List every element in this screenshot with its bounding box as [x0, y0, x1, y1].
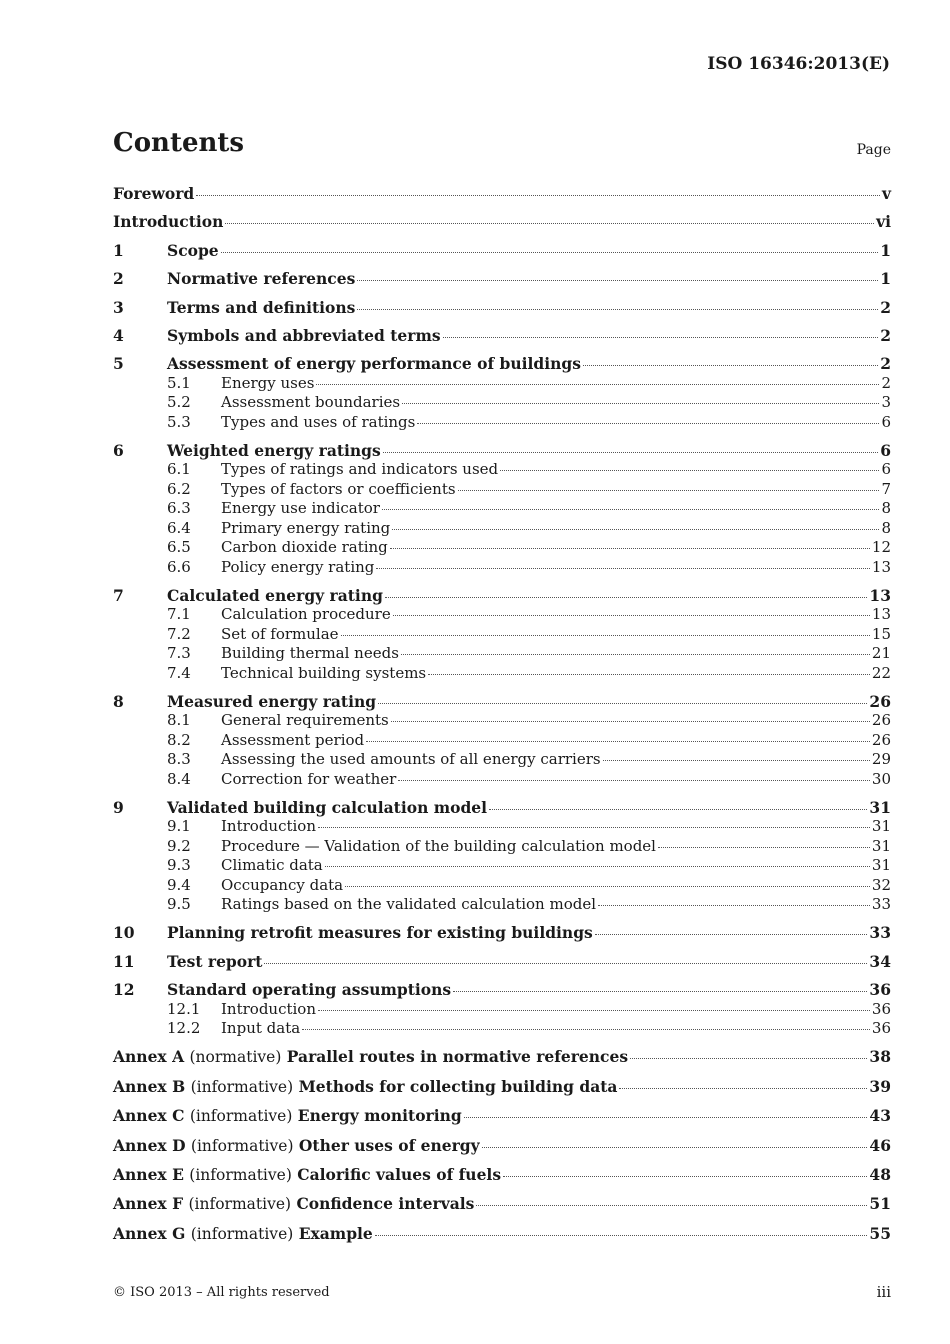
clause-title: Validated building calculation model	[167, 797, 488, 817]
dot-leader	[598, 905, 870, 906]
subclause-number: 9.4	[167, 875, 191, 894]
clause-number: 6	[113, 441, 124, 461]
document-id: ISO 16346:2013(E)	[707, 54, 890, 74]
annex-id: Annex D	[113, 1135, 186, 1155]
dot-leader	[453, 991, 867, 992]
subclause-page: 31	[871, 856, 891, 875]
subclause-page: 13	[871, 605, 891, 624]
subclause-number: 12.2	[167, 1019, 201, 1038]
dot-leader	[630, 1058, 867, 1059]
subclause-title: Energy use indicator	[221, 499, 380, 518]
clause-number: 4	[113, 326, 124, 346]
title-row	[113, 128, 891, 168]
annex-type: (informative)	[190, 1224, 294, 1243]
dot-leader	[357, 280, 878, 281]
toc-clause[interactable]	[113, 269, 891, 288]
subclause-page: 31	[871, 817, 891, 836]
subclause-page: 31	[871, 836, 891, 855]
toc-subclause[interactable]	[113, 837, 891, 856]
toc-annex[interactable]	[113, 1106, 891, 1126]
annex-page: 43	[869, 1106, 891, 1126]
subclause-title: Correction for weather	[221, 769, 397, 788]
dot-leader	[345, 886, 870, 887]
subclause-title: General requirements	[221, 711, 389, 730]
annex-heading	[113, 1077, 617, 1097]
annex-heading	[113, 1165, 501, 1185]
subclause-title: Assessment boundaries	[221, 393, 401, 412]
subclause-page: 6	[881, 460, 891, 479]
subclause-number: 8.1	[167, 711, 191, 730]
subclause-title: Primary energy rating	[221, 518, 391, 537]
dot-leader	[390, 548, 870, 549]
subclause-title: Types and uses of ratings	[221, 412, 416, 431]
dot-leader	[264, 963, 867, 964]
annex-id: Annex F	[113, 1194, 184, 1214]
subclause-page: 36	[871, 999, 891, 1018]
toc-entry-label: Introduction	[113, 212, 224, 232]
toc-subclause[interactable]	[113, 374, 891, 393]
page-title: Contents	[113, 128, 245, 158]
toc-subclause[interactable]	[113, 558, 891, 577]
dot-leader	[393, 615, 870, 616]
clause-page: 2	[880, 326, 891, 346]
subclause-title: Set of formulae	[221, 624, 339, 643]
dot-leader	[225, 223, 874, 224]
page-number: iii	[876, 1283, 891, 1301]
clause-title: Calculated energy rating	[167, 585, 383, 605]
subclause-title: Assessment period	[221, 730, 365, 749]
annex-title: Energy monitoring	[297, 1106, 462, 1126]
toc-subclause[interactable]	[113, 538, 891, 557]
subclause-title: Types of ratings and indicators used	[221, 460, 499, 479]
dot-leader	[398, 780, 870, 781]
annex-page: 55	[869, 1223, 891, 1243]
clause-title: Measured energy rating	[167, 691, 377, 711]
subclause-page: 8	[881, 518, 891, 537]
annex-page: 38	[869, 1047, 891, 1067]
annex-heading	[113, 1224, 373, 1244]
annex-type: (informative)	[189, 1107, 293, 1126]
annex-page: 48	[869, 1165, 891, 1185]
dot-leader	[318, 1010, 870, 1011]
toc-subclause[interactable]	[113, 519, 891, 538]
toc-clause[interactable]	[113, 586, 891, 605]
subclause-number: 7.4	[167, 663, 191, 682]
subclause-page: 29	[871, 750, 891, 769]
subclause-page: 26	[871, 711, 891, 730]
clause-page: 1	[880, 269, 891, 289]
dot-leader	[619, 1088, 867, 1089]
annex-type: (normative)	[189, 1048, 282, 1067]
subclause-number: 5.3	[167, 412, 191, 431]
subclause-number: 7.3	[167, 644, 191, 663]
subclause-number: 6.6	[167, 557, 191, 576]
dot-leader	[476, 1205, 867, 1206]
dot-leader	[391, 721, 870, 722]
toc-annex[interactable]	[113, 1077, 891, 1097]
clause-number: 3	[113, 297, 124, 317]
clause-number: 8	[113, 691, 124, 711]
subclause-number: 7.1	[167, 605, 191, 624]
subclause-page: 12	[871, 538, 891, 557]
annex-heading	[113, 1047, 628, 1067]
clause-title: Terms and definitions	[167, 297, 356, 317]
toc-subclause[interactable]	[113, 480, 891, 499]
toc-clause[interactable]	[113, 798, 891, 817]
toc-subclause[interactable]	[113, 711, 891, 730]
subclause-number: 9.2	[167, 836, 191, 855]
dot-leader	[583, 365, 878, 366]
page-column-label: Page	[856, 142, 891, 158]
subclause-title: Introduction	[221, 999, 316, 1018]
dot-leader	[464, 1117, 868, 1118]
dot-leader	[357, 309, 878, 310]
toc-subclause[interactable]	[113, 770, 891, 789]
subclause-page: 22	[871, 663, 891, 682]
toc-clause[interactable]	[113, 354, 891, 373]
subclause-number: 6.3	[167, 499, 191, 518]
clause-title: Standard operating assumptions	[167, 980, 452, 1000]
toc-clause[interactable]	[113, 923, 891, 942]
subclause-title: Calculation procedure	[221, 605, 391, 624]
clause-title: Test report	[167, 951, 263, 971]
annex-id: Annex C	[113, 1106, 185, 1126]
subclause-number: 5.2	[167, 393, 191, 412]
toc-clause[interactable]	[113, 980, 891, 999]
annex-type: (informative)	[189, 1166, 292, 1185]
toc-subclause[interactable]	[113, 731, 891, 750]
clause-page: 6	[880, 441, 891, 461]
dot-leader	[417, 423, 879, 424]
toc-subclause[interactable]	[113, 460, 891, 479]
annex-page: 39	[869, 1076, 891, 1096]
dot-leader	[428, 674, 870, 675]
toc-annex[interactable]	[113, 1136, 891, 1156]
toc-subclause[interactable]	[113, 750, 891, 769]
subclause-number: 9.1	[167, 817, 191, 836]
clause-page: 1	[880, 240, 891, 260]
subclause-number: 9.3	[167, 856, 191, 875]
toc-subclause[interactable]	[113, 625, 891, 644]
clause-title: Symbols and abbreviated terms	[167, 326, 441, 346]
clause-title: Planning retrofit measures for existing buildings	[167, 923, 593, 943]
toc-subclause[interactable]	[113, 1019, 891, 1038]
subclause-number: 8.3	[167, 750, 191, 769]
toc-clause[interactable]	[113, 692, 891, 711]
annex-id: Annex B	[113, 1076, 186, 1096]
dot-leader	[221, 252, 879, 253]
toc-subclause[interactable]	[113, 895, 891, 914]
dot-leader	[318, 827, 870, 828]
toc-entry-label: Foreword	[113, 184, 195, 203]
toc-subclause[interactable]	[113, 856, 891, 875]
subclause-title: Occupancy data	[221, 875, 344, 894]
toc-subclause[interactable]	[113, 644, 891, 663]
table-of-contents	[113, 184, 891, 1244]
subclause-page: 6	[881, 412, 891, 431]
clause-page: 2	[880, 354, 891, 374]
dot-leader	[482, 1147, 868, 1148]
annex-type: (informative)	[188, 1195, 292, 1214]
dot-leader	[458, 490, 880, 491]
subclause-page: 2	[881, 373, 891, 392]
toc-annex[interactable]	[113, 1047, 891, 1067]
dot-leader	[341, 635, 870, 636]
clause-number: 1	[113, 240, 124, 260]
dot-leader	[392, 529, 879, 530]
subclause-number: 5.1	[167, 373, 191, 392]
clause-number: 7	[113, 585, 124, 605]
annex-id: Annex G	[113, 1223, 186, 1243]
annex-title: Other uses of energy	[298, 1135, 480, 1155]
subclause-page: 30	[871, 769, 891, 788]
subclause-title: Procedure — Validation of the building calculation model	[221, 836, 656, 855]
toc-subclause[interactable]	[113, 1000, 891, 1019]
clause-title: Scope	[167, 240, 219, 260]
subclause-title: Building thermal needs	[221, 644, 399, 663]
dot-leader	[316, 384, 879, 385]
clause-number: 5	[113, 354, 124, 374]
dot-leader	[382, 509, 880, 510]
toc-entry-page: vi	[876, 212, 891, 232]
subclause-title: Ratings based on the validated calculation model	[221, 895, 597, 913]
annex-type: (informative)	[190, 1077, 294, 1096]
subclause-title: Introduction	[221, 817, 316, 836]
toc-entry[interactable]	[113, 184, 891, 203]
toc-clause[interactable]	[113, 298, 891, 317]
clause-number: 11	[113, 951, 135, 971]
toc-subclause[interactable]	[113, 664, 891, 683]
subclause-page: 15	[871, 624, 891, 643]
clause-page: 26	[869, 691, 891, 711]
annex-heading	[113, 1194, 474, 1214]
clause-title: Normative references	[167, 269, 356, 289]
toc-annex[interactable]	[113, 1165, 891, 1185]
clause-title: Assessment of energy performance of buildings	[167, 354, 581, 374]
clause-number: 2	[113, 269, 124, 289]
dot-leader	[375, 1235, 868, 1236]
dot-leader	[603, 760, 870, 761]
dot-leader	[378, 703, 867, 704]
subclause-number: 8.4	[167, 769, 191, 788]
subclause-title: Carbon dioxide rating	[221, 538, 388, 557]
clause-page: 33	[869, 923, 891, 943]
subclause-title: Technical building systems	[221, 663, 427, 682]
clause-page: 31	[869, 797, 891, 817]
dot-leader	[503, 1176, 867, 1177]
clause-page: 34	[869, 951, 891, 971]
subclause-page: 13	[871, 557, 891, 576]
dot-leader	[402, 403, 879, 404]
clause-number: 10	[113, 923, 135, 943]
subclause-page: 32	[871, 875, 891, 894]
dot-leader	[376, 568, 870, 569]
subclause-title: Climatic data	[221, 856, 323, 875]
dot-leader	[366, 741, 870, 742]
annex-heading	[113, 1136, 480, 1156]
subclause-number: 12.1	[167, 999, 201, 1018]
subclause-title: Input data	[221, 1019, 301, 1038]
dot-leader	[383, 452, 878, 453]
dot-leader	[325, 866, 870, 867]
annex-page: 51	[869, 1194, 891, 1214]
annex-title: Confidence intervals	[296, 1194, 475, 1214]
clause-page: 36	[869, 980, 891, 1000]
subclause-number: 6.2	[167, 479, 191, 498]
annex-heading	[113, 1106, 462, 1126]
toc-clause[interactable]	[113, 326, 891, 345]
subclause-page: 33	[871, 895, 891, 913]
annex-id: Annex A	[113, 1047, 185, 1067]
toc-entry-page: v	[881, 184, 891, 203]
toc-subclause[interactable]	[113, 499, 891, 518]
subclause-page: 3	[881, 393, 891, 412]
dot-leader	[401, 654, 870, 655]
toc-entry[interactable]	[113, 212, 891, 231]
dot-leader	[658, 847, 870, 848]
clause-title: Weighted energy ratings	[167, 441, 381, 461]
toc-clause[interactable]	[113, 241, 891, 260]
subclause-page: 8	[881, 499, 891, 518]
annex-title: Example	[298, 1223, 373, 1243]
dot-leader	[385, 597, 867, 598]
subclause-number: 7.2	[167, 624, 191, 643]
toc-subclause[interactable]	[113, 605, 891, 624]
subclause-page: 7	[881, 479, 891, 498]
annex-title: Parallel routes in normative references	[286, 1047, 629, 1067]
dot-leader	[500, 470, 879, 471]
toc-clause[interactable]	[113, 952, 891, 971]
subclause-page: 21	[871, 644, 891, 663]
annex-page: 46	[869, 1135, 891, 1155]
dot-leader	[443, 337, 879, 338]
dot-leader	[196, 195, 880, 196]
annex-id: Annex E	[113, 1165, 184, 1185]
subclause-number: 6.4	[167, 518, 191, 537]
subclause-number: 8.2	[167, 730, 191, 749]
subclause-title: Types of factors or coefficients	[221, 479, 456, 498]
clause-number: 12	[113, 980, 135, 1000]
dot-leader	[489, 809, 867, 810]
subclause-number: 9.5	[167, 895, 191, 913]
annex-title: Methods for collecting building data	[298, 1076, 618, 1096]
toc-annex[interactable]	[113, 1224, 891, 1244]
subclause-title: Policy energy rating	[221, 557, 375, 576]
clause-number: 9	[113, 797, 124, 817]
annex-type: (informative)	[190, 1136, 294, 1155]
dot-leader	[302, 1029, 870, 1030]
toc-subclause[interactable]	[113, 413, 891, 432]
toc-annex[interactable]	[113, 1194, 891, 1214]
subclause-title: Energy uses	[221, 373, 315, 392]
clause-page: 2	[880, 297, 891, 317]
subclause-number: 6.1	[167, 460, 191, 479]
subclause-page: 36	[871, 1019, 891, 1038]
toc-subclause[interactable]	[113, 817, 891, 836]
subclause-number: 6.5	[167, 538, 191, 557]
copyright-notice: © ISO 2013 – All rights reserved	[113, 1285, 330, 1300]
toc-subclause[interactable]	[113, 876, 891, 895]
dot-leader	[595, 934, 868, 935]
clause-page: 13	[869, 585, 891, 605]
toc-subclause[interactable]	[113, 393, 891, 412]
annex-title: Calorific values of fuels	[297, 1165, 502, 1185]
subclause-page: 26	[871, 730, 891, 749]
subclause-title: Assessing the used amounts of all energy carriers	[221, 750, 601, 769]
toc-clause[interactable]	[113, 441, 891, 460]
